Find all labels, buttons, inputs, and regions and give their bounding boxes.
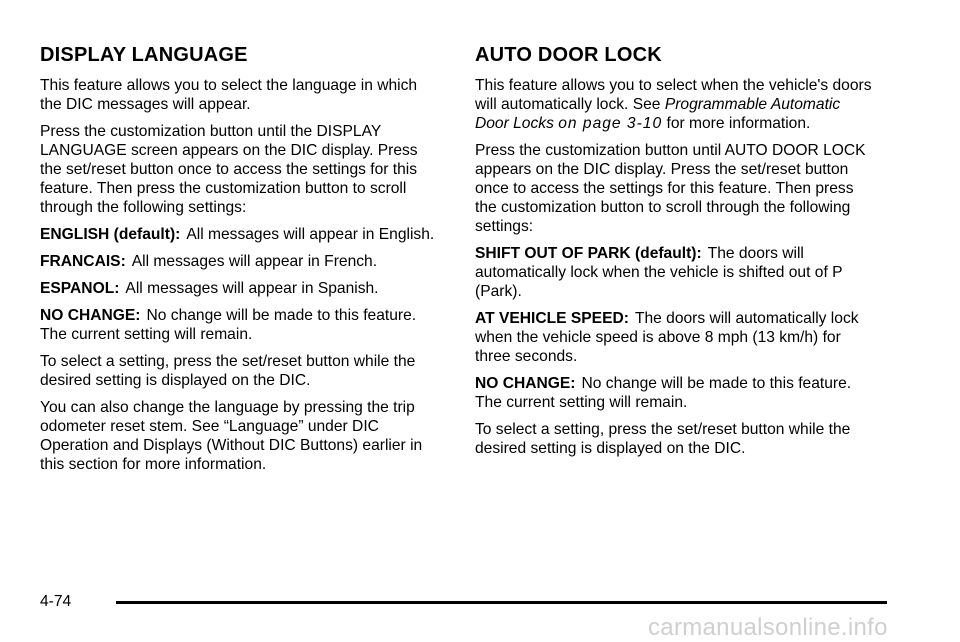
option-term: SHIFT OUT OF PARK (default): [475,245,702,262]
option-term: ENGLISH (default): [40,226,181,243]
setting-option-shift-out-of-park [475,244,875,301]
setting-option-francais [40,252,440,271]
paragraph: This feature allows you to select the language in which the DIC messages will appear. [40,77,418,113]
setting-option-english [40,225,440,244]
paragraph-with-cross-reference [475,76,875,133]
paragraph: Press the customization button until the DISPLAY LANGUAGE screen appears on the DIC display. Press the set/reset button once to access the settings for this feature. Then press the customization button to scroll through the following settings: [40,123,418,216]
option-description: No change will be made to this feature. The current setting will remain. [475,375,852,411]
paragraph: To select a setting, press the set/reset button while the desired setting is displayed on the DIC. [475,421,851,457]
watermark: carmanualsonline.info [648,614,888,641]
option-description: The doors will automatically lock when the vehicle speed is above 8 mph (13 km/h) for three seconds. [475,310,859,365]
paragraph-text: for more information. [666,115,811,132]
cross-reference-page[interactable]: on page 3-10 [558,115,663,132]
paragraph-text: This feature allows you to select when the vehicle's doors will automatically lock. See [475,77,872,113]
left-column [40,44,440,482]
page-number: 4-74 [40,593,72,610]
option-description: All messages will appear in English. [186,226,435,243]
option-term: AT VEHICLE SPEED: [475,310,629,327]
option-term: FRANCAIS: [40,253,126,270]
option-term: ESPANOL: [40,280,120,297]
setting-option-espanol [40,279,440,298]
right-column [475,44,875,466]
footer-divider [116,601,887,604]
cross-reference-link[interactable]: Programmable Automatic Door Locks [475,96,841,132]
option-description: All messages will appear in Spanish. [125,280,379,297]
setting-option-no-change [40,306,440,344]
option-description: No change will be made to this feature. The current setting will remain. [40,307,417,343]
paragraph: You can also change the language by pressing the trip odometer reset stem. See “Language” under DIC Operation and Displays (Without DIC Buttons) earlier in this section for more information. [40,399,423,473]
option-description: The doors will automatically lock when the vehicle is shifted out of P (Park). [475,245,843,300]
option-description: All messages will appear in French. [131,253,378,270]
paragraph: Press the customization button until AUTO DOOR LOCK appears on the DIC display. Press the set/reset button once to access the settings for this feature. Then press the customization button to scroll through the following settings: [475,142,866,235]
option-term: NO CHANGE: [475,375,576,392]
section-heading-display-language: DISPLAY LANGUAGE [40,44,248,66]
setting-option-at-vehicle-speed [475,309,875,366]
section-heading-auto-door-lock: AUTO DOOR LOCK [475,44,662,66]
setting-option-no-change [475,374,875,412]
option-term: NO CHANGE: [40,307,141,324]
paragraph: To select a setting, press the set/reset button while the desired setting is displayed on the DIC. [40,353,416,389]
